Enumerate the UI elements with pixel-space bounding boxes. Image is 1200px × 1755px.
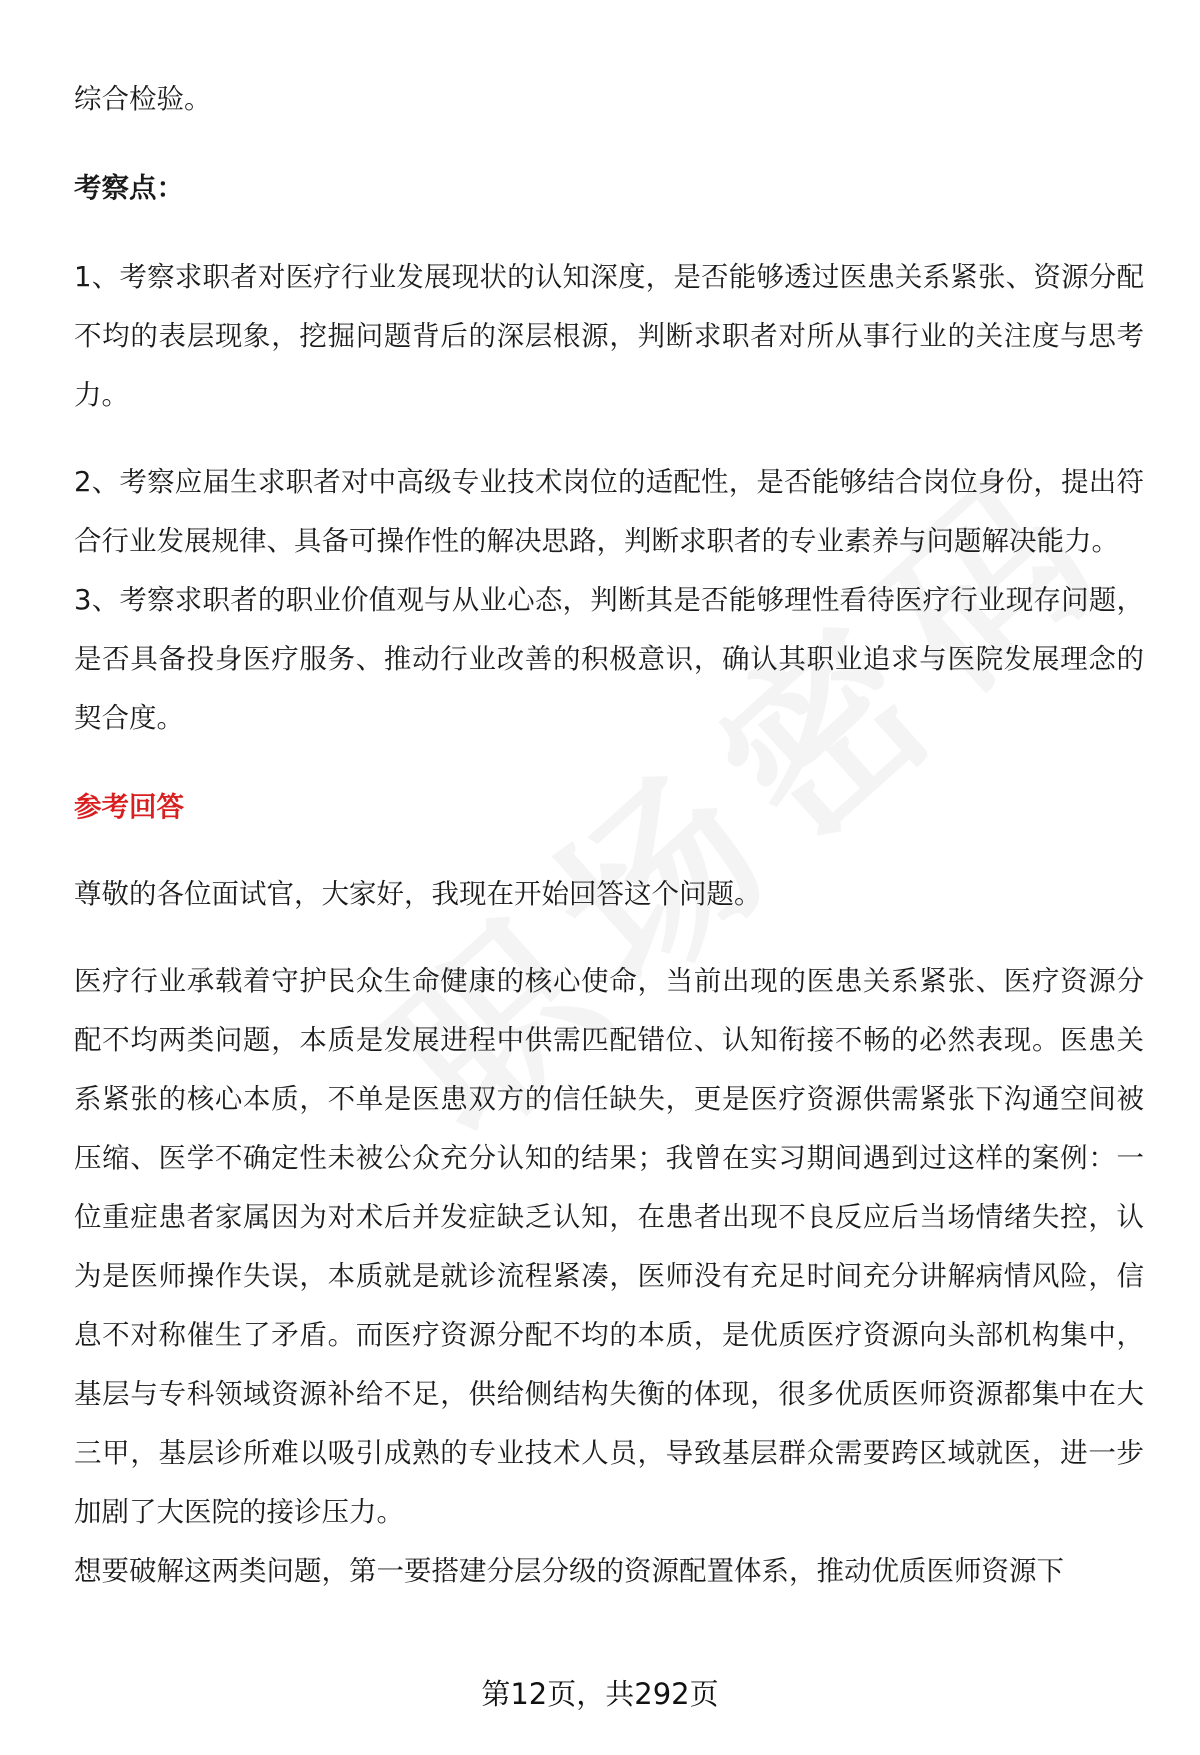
page-number: 第12页，共292页: [481, 1677, 719, 1711]
answer-intro: 尊敬的各位面试官，大家好，我现在开始回答这个问题。: [74, 878, 762, 910]
paragraph-intro: 综合检验。: [74, 83, 212, 115]
answer-body: 医疗行业承载着守护民众生命健康的核心使命，当前出现的医患关系紧张、医疗资源分配不均两类问题，本质是发展进程中供需匹配错位、认知衔接不畅的必然表现。医患关系紧张的核心本质，不单是医患双方的信任缺失，更是医疗资源供需紧张下沟通空间被压缩、医学不确定性未被公众充分认知的结果；我曾在实习期间遇到过这样的案例：一位重症患者家属因为对术后并发症缺乏认知，在患者出现不良反应后当场情绪失控，认为是医师操作失误，本质就是就诊流程紧凑，医师没有充足时间充分讲解病情风险，信息不对称催生了矛盾。而医疗资源分配不均的本质，是优质医疗资源向头部机构集中，基层与专科领域资源补给不足，供给侧结构失衡的体现，很多优质医师资源都集中在大三甲，基层诊所难以吸引成熟的专业技术人员，导致基层群众需要跨区域就医，进一步加剧了大医院的接诊压力。: [74, 965, 1144, 1528]
assessment-point-1: 1、考察求职者对医疗行业发展现状的认知深度，是否能够透过医患关系紧张、资源分配不均的表层现象，挖掘问题背后的深层根源，判断求职者对所从事行业的关注度与思考力。: [74, 261, 1144, 411]
heading-assessment-points: 考察点：: [74, 172, 184, 204]
assessment-point-3: 3、考察求职者的职业价值观与从业心态，判断其是否能够理性看待医疗行业现存问题，是否具备投身医疗服务、推动行业改善的积极意识，确认其职业追求与医院发展理念的契合度。: [74, 584, 1144, 734]
heading-reference-answer: 参考回答: [74, 791, 184, 823]
assessment-point-2: 2、考察应届生求职者对中高级专业技术岗位的适配性，是否能够结合岗位身份，提出符合行业发展规律、具备可操作性的解决思路，判断求职者的专业素养与问题解决能力。: [74, 466, 1144, 557]
document-body: [74, 70, 1144, 1601]
answer-continued: 想要破解这两类问题，第一要搭建分层分级的资源配置体系，推动优质医师资源下: [74, 1555, 1064, 1587]
